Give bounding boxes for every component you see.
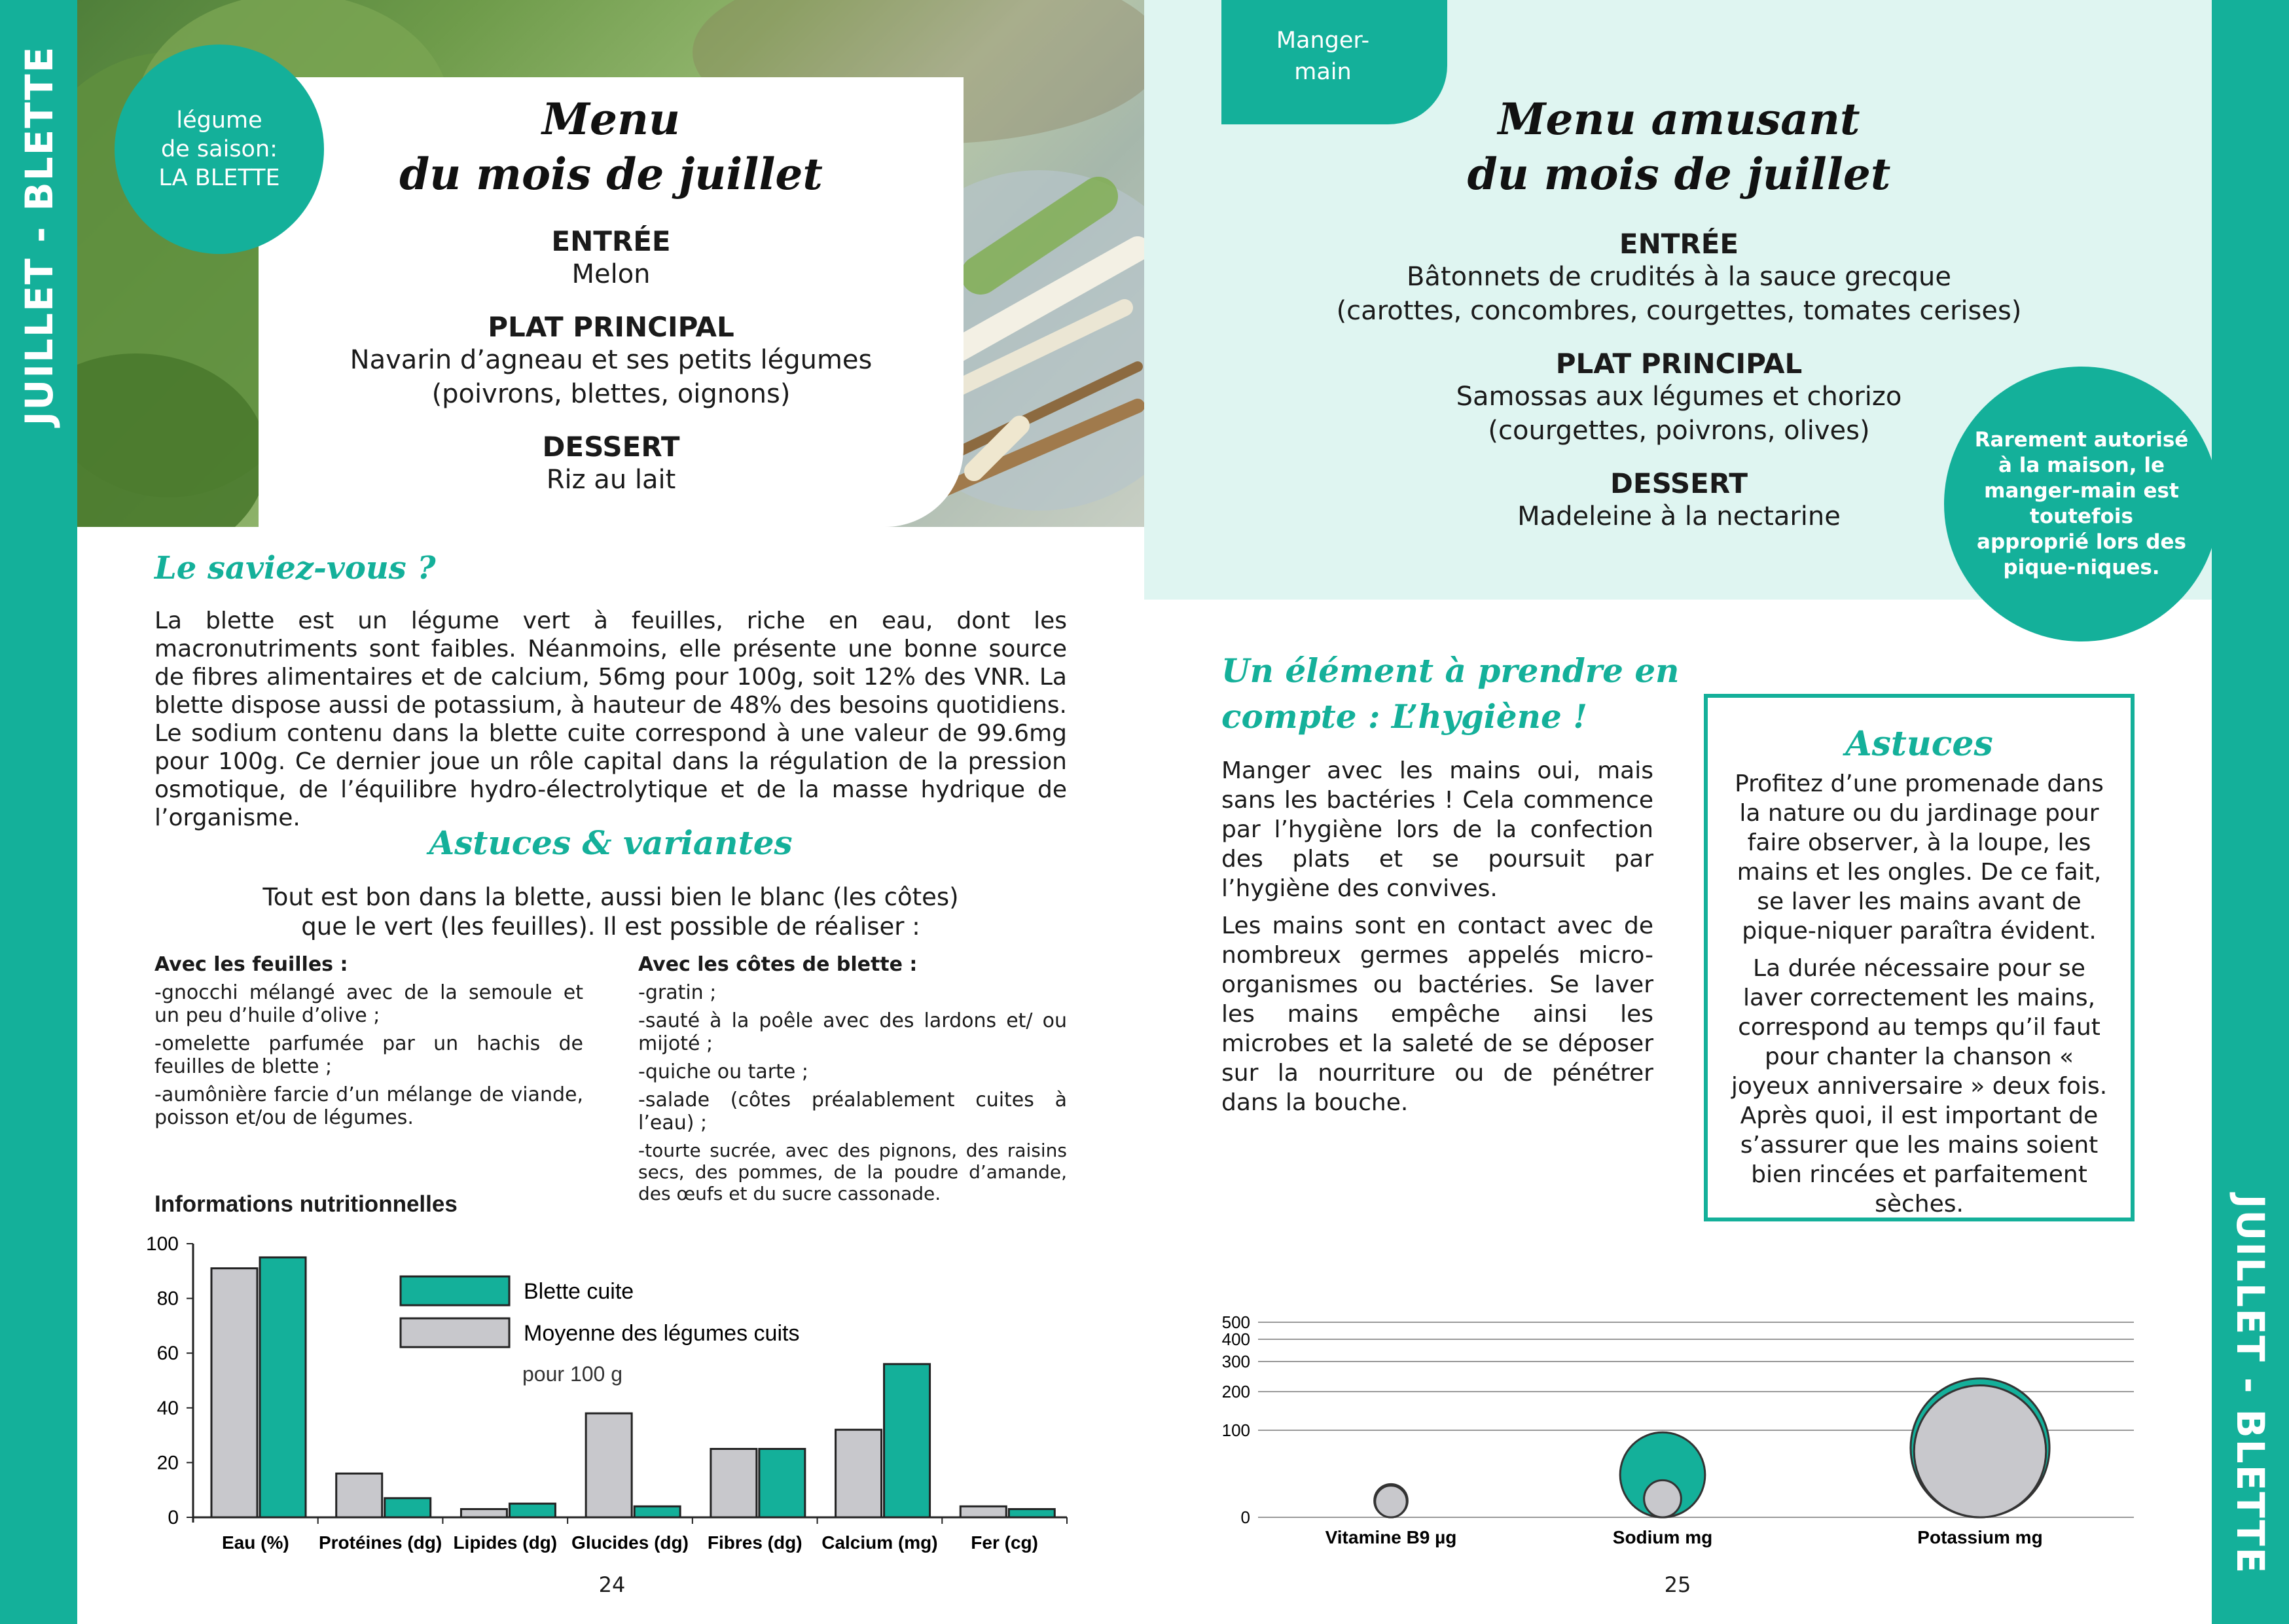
astuces-variantes-title: Astuces & variantes: [429, 823, 793, 862]
bubble-y-tick-label: 0: [1240, 1507, 1250, 1527]
astuces-box-p1: Profitez d’une promenade dans la nature ou du jardinage pour faire observer, à la loupe, les mains et les ongles. De ce fait, se laver les mains avant de pique-niquer paraîtra évident.: [1735, 770, 2104, 945]
hygiene-title-line1: Un élément à prendre en: [1221, 651, 1680, 690]
bubble-moyenne: [1375, 1486, 1407, 1517]
feuilles-item-3: -aumônière farcie d’un mélange de viande, poisson et/ou de légumes.: [154, 1083, 583, 1129]
cotes-item-4: -salade (côtes préalablement cuites à l’eau) ;: [638, 1089, 1067, 1134]
bar: [586, 1413, 632, 1517]
bubble-y-tick-label: 100: [1221, 1420, 1250, 1440]
left-entree-label: ENTRÉE: [551, 225, 671, 257]
bar-category-label: Fibres (dg): [707, 1532, 802, 1553]
bar: [960, 1506, 1006, 1517]
right-plat-line2: (courgettes, poivrons, olives): [1488, 416, 1870, 446]
hygiene-title: [1221, 648, 1680, 740]
season-badge-line1: légume: [176, 107, 262, 134]
bar: [711, 1449, 757, 1518]
bar-category-label: Lipides (dg): [453, 1532, 558, 1553]
hygiene-text: [1221, 756, 1653, 1117]
bubble-moyenne: [1644, 1480, 1682, 1517]
bar: [509, 1504, 555, 1517]
bar: [884, 1364, 930, 1517]
tab-label-line2: main: [1294, 59, 1352, 85]
right-side-label: JUILLET - BLETTE: [2228, 1194, 2273, 1575]
micronutrient-bubble-chart: [1204, 1309, 2147, 1558]
bubble-y-tick-label: 400: [1221, 1329, 1250, 1349]
left-plat-line2: (poivrons, blettes, oignons): [431, 379, 791, 409]
cotes-item-1: -gratin ;: [638, 981, 717, 1004]
right-entree-line1: Bâtonnets de crudités à la sauce grecque: [1406, 262, 1951, 292]
astuces-box: [1704, 694, 2135, 1221]
cotes-item-5: -tourte sucrée, avec des pignons, des raisins secs, des pommes, de la poudre d’amande, des œufs et du sucre cassonade.: [638, 1140, 1067, 1204]
cotes-item-2: -sauté à la poêle avec des lardons et/ ou mijoté ;: [638, 1009, 1067, 1055]
bar: [759, 1449, 805, 1518]
legend-swatch: [401, 1276, 509, 1305]
bar: [461, 1509, 507, 1517]
feuilles-column: [154, 953, 583, 1129]
cotes-column: [638, 953, 1067, 1204]
hygiene-p1: Manger avec les mains oui, mais sans les bactéries ! Cela commence par l’hygiène lors de la confection des plats et se poursuit par l’hygiène des convives.: [1221, 757, 1653, 902]
bar-y-tick-label: 80: [156, 1288, 179, 1310]
left-menu-title-line1: Menu: [541, 94, 681, 145]
left-plat-line1: Navarin d’agneau et ses petits légumes: [350, 345, 873, 375]
tab-label-line1: Manger-: [1276, 27, 1370, 54]
rarement-badge: [1944, 367, 2219, 641]
bar-y-tick-label: 0: [168, 1507, 179, 1528]
bar: [211, 1269, 257, 1517]
left-menu-card: [259, 77, 964, 527]
bar-y-tick-label: 40: [156, 1397, 179, 1419]
cotes-title: Avec les côtes de blette :: [638, 953, 918, 976]
cotes-item-3: -quiche ou tarte ;: [638, 1060, 808, 1083]
bubble-category-label: Potassium mg: [1917, 1527, 2043, 1547]
astuces-intro-line2: que le vert (les feuilles). Il est possible de réaliser :: [301, 912, 920, 941]
bar-category-label: Protéines (dg): [318, 1532, 442, 1553]
season-badge: [115, 45, 324, 254]
astuces-box-p2: La durée nécessaire pour se laver correctement les mains, correspond au temps qu’il faut pour chanter la chanson « joyeux anniversaire » deux fois. Après quoi, il est important de s’assurer que les mains soient bien rincées et parfaitement sèches.: [1731, 955, 2108, 1218]
bar: [336, 1473, 382, 1517]
bar: [836, 1430, 882, 1517]
right-menu-title-line2: du mois de juillet: [1467, 149, 1891, 200]
hygiene-title-line2: compte : L’hygiène !: [1221, 697, 1588, 736]
season-badge-line2: de saison:: [161, 136, 278, 162]
right-dessert-label: DESSERT: [1610, 467, 1748, 499]
bubble-category-label: Sodium mg: [1612, 1527, 1713, 1547]
bar-y-tick-label: 60: [156, 1343, 179, 1365]
bar-y-tick-label: 20: [156, 1452, 179, 1474]
right-plat-label: PLAT PRINCIPAL: [1555, 348, 1803, 380]
bar: [260, 1257, 306, 1517]
legend-swatch: [401, 1318, 509, 1347]
left-entree: Melon: [571, 259, 651, 289]
rarement-badge-text: Rarement autorisé à la maison, le manger-main est toutefois approprié lors des pique-niques.: [1974, 428, 2189, 579]
feuilles-title: Avec les feuilles :: [154, 953, 348, 976]
bar: [385, 1498, 431, 1517]
hygiene-p2: Les mains sont en contact avec de nombreux germes appelés micro-organismes ou bactéries. Se laver les mains empêche ainsi les microbes et la saleté de se déposer sur la nourriture ou de pénétrer dans la bouche.: [1221, 912, 1653, 1116]
bubble-category-label: Vitamine B9 µg: [1325, 1527, 1457, 1547]
bubble-y-tick-label: 500: [1221, 1312, 1250, 1332]
bar-category-label: Fer (cg): [971, 1532, 1038, 1553]
bar-category-label: Glucides (dg): [571, 1532, 689, 1553]
bar: [634, 1506, 680, 1517]
legend-label: Blette cuite: [524, 1279, 634, 1304]
bar-category-label: Calcium (mg): [821, 1532, 938, 1553]
bar: [1009, 1509, 1054, 1517]
nutrition-bar-chart: [131, 1224, 1080, 1564]
right-plat-line1: Samossas aux légumes et chorizo: [1456, 382, 1902, 412]
saviez-text: La blette est un légume vert à feuilles, riche en eau, dont les macronutriments sont faibles. Néanmoins, elle présente une bonne source de fibres alimentaires et de calcium, 56mg pour 100g, soit 12% des VNR. La blette dispose aussi de potassium, à hauteur de 48% des besoins quotidiens. Le sodium contenu dans la blette cuite correspond à une valeur de 99.6mg pour 100g. Ce dernier joue un rôle capital dans la régulation de la pression osmotique, de l’équilibre hydro-électrolytique et de la masse hydrique de l’organisme.: [154, 607, 1067, 831]
bubble-moyenne: [1914, 1385, 2046, 1517]
bubble-y-tick-label: 200: [1221, 1382, 1250, 1401]
bar-y-tick-label: 100: [145, 1233, 179, 1255]
chart-subtitle: pour 100 g: [522, 1362, 623, 1386]
right-menu-title-line1: Menu amusant: [1498, 94, 1860, 145]
right-dessert: Madeleine à la nectarine: [1517, 501, 1841, 532]
left-page-number: 24: [598, 1572, 626, 1597]
bubble-y-tick-label: 300: [1221, 1352, 1250, 1371]
astuces-box-title: Astuces: [1845, 724, 1993, 764]
right-entree-line2: (carottes, concombres, courgettes, tomates cerises): [1336, 296, 2022, 326]
legend-label: Moyenne des légumes cuits: [524, 1321, 800, 1346]
left-dessert: Riz au lait: [546, 465, 676, 495]
left-menu-title-line2: du mois de juillet: [399, 149, 823, 200]
right-menu: [1296, 92, 2062, 533]
feuilles-item-2: -omelette parfumée par un hachis de feuilles de blette ;: [154, 1032, 583, 1078]
astuces-intro: [154, 882, 1067, 941]
nutrition-chart-title: Informations nutritionnelles: [154, 1191, 458, 1217]
astuces-intro-line1: Tout est bon dans la blette, aussi bien le blanc (les côtes): [262, 883, 959, 911]
left-side-label: JUILLET - BLETTE: [17, 45, 62, 426]
right-entree-label: ENTRÉE: [1619, 228, 1739, 260]
right-page-number: 25: [1664, 1572, 1691, 1597]
saviez-title: Le saviez-vous ?: [154, 550, 436, 586]
feuilles-item-1: -gnocchi mélangé avec de la semoule et un peu d’huile d’olive ;: [154, 981, 583, 1027]
left-plat-label: PLAT PRINCIPAL: [488, 311, 734, 343]
left-dessert-label: DESSERT: [542, 431, 680, 463]
bar-category-label: Eau (%): [222, 1532, 289, 1553]
season-badge-line3: LA BLETTE: [158, 165, 280, 191]
